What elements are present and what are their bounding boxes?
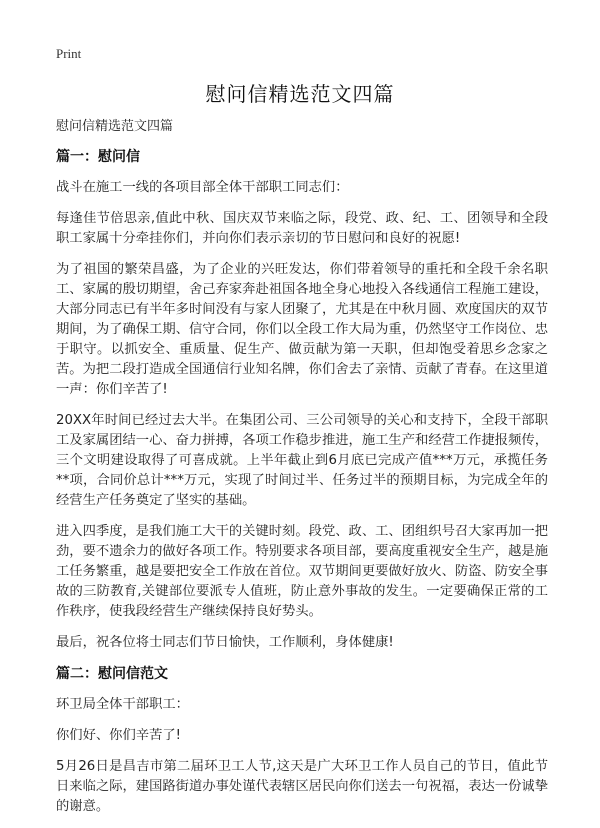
paragraph: 环卫局全体干部职工： bbox=[56, 697, 189, 712]
paragraph: 进入四季度，是我们施工大干的关键时刻。段党、政、工、团组织号召大家再加一把劲，要不遗余力的做好各项工作。特别要求各项目部，要高度重视安全生产，越是施工任务繁重，越是要把安全工作放在首位。双节期间更要做好放火、防盗、防安全事故的三防教育,关键部位要派专人值班，防止意外事故的发生。一定要确保正常的工作秩序，使我段经营生产继续保持良好势头。 bbox=[56, 524, 548, 619]
paragraph: 你们好、你们辛苦了! bbox=[56, 728, 182, 743]
document-body bbox=[56, 118, 548, 828]
paragraph: 最后，祝各位将士同志们节日愉快，工作顺利，身体健康! bbox=[56, 635, 394, 650]
section-heading: 篇一：慰问信 bbox=[56, 149, 140, 165]
paragraph: 为了祖国的繁荣昌盛，为了企业的兴旺发达，你们带着领导的重托和全段千余名职工、家属的殷切期望，舍己弃家奔赴祖国各地全身心地投入各线通信工程施工建设，大部分同志已有半年多时间没有与家人团聚了，尤其是在中秋月圆、欢度国庆的双节期间，为了确保工期、信守合同，你们以全段工作大局为重，仍然坚守工作岗位、忠于职守。以抓安全、重质量、促生产、做贡献为第一天职，但却饱受着思乡念家之苦。为把二段打造成全国通信行业知名牌，你们舍去了亲情、贡献了青春。在这里道一声：你们辛苦了! bbox=[56, 262, 548, 397]
paragraph: 5月26日是昌吉市第二届环卫工人节,这天是广大环卫工作人员自己的节日，值此节日来临之际，建国路街道办事处谨代表辖区居民向你们送去一句祝福，表达一份诚挚的谢意。 bbox=[56, 759, 548, 814]
paragraph: 20XX年时间已经过去大半。在集团公司、三公司领导的关心和支持下，全段干部职工及家属团结一心、奋力拼搏，各项工作稳步推进，施工生产和经营工作捷报频传，三个文明建设取得了可喜成就。上半年截止到6月底已完成产值***万元，承揽任务**项，合同价总计***万元，实现了时间过半、任务过半的预期目标，为完成全年的经营生产任务奠定了坚实的基础。 bbox=[56, 413, 548, 508]
paragraph: 每逢佳节倍思亲,值此中秋、国庆双节来临之际，段党、政、纪、工、团领导和全段职工家属十分牵挂你们，并向你们表示亲切的节日慰问和良好的祝愿! bbox=[56, 211, 548, 246]
page-title: 慰问信精选范文四篇 bbox=[205, 82, 395, 106]
print-link[interactable]: Print bbox=[56, 46, 82, 61]
paragraph: 战斗在施工一线的各项目部全体干部职工同志们： bbox=[56, 180, 349, 195]
section-heading: 篇二：慰问信范文 bbox=[56, 666, 168, 682]
document-subtitle: 慰问信精选范文四篇 bbox=[56, 119, 174, 134]
